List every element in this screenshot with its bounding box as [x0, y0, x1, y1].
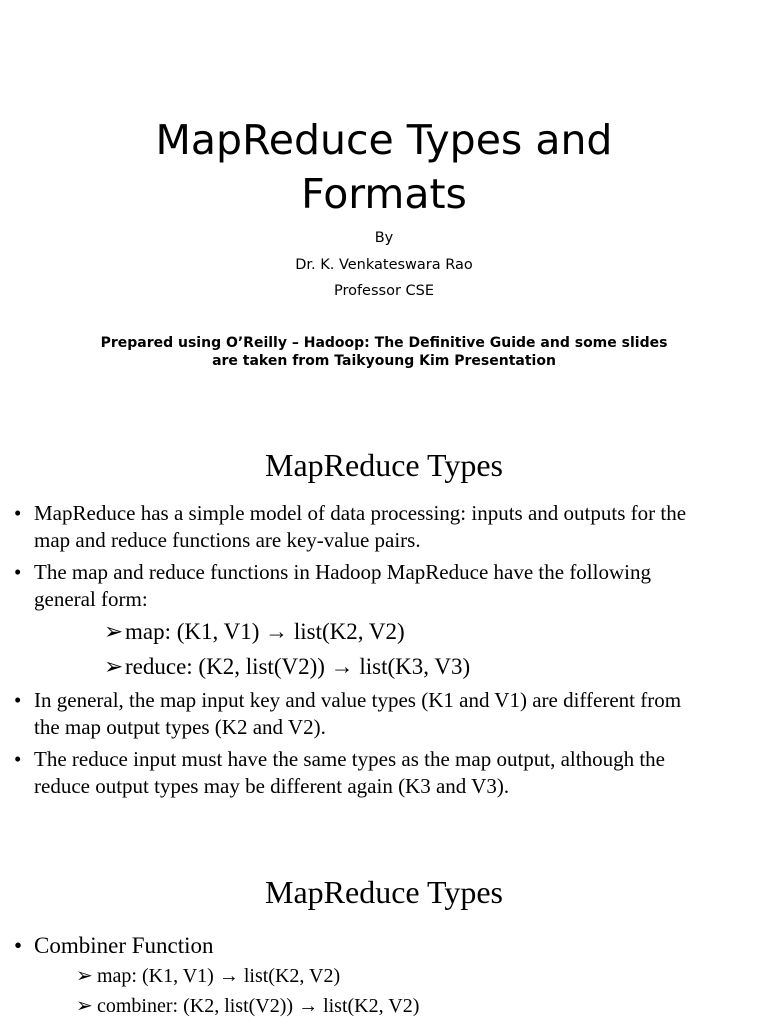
bullet-line: The map and reduce functions in Hadoop MapReduce have the following	[34, 560, 651, 584]
bullet-item	[14, 932, 744, 960]
bullet-dot: •	[14, 560, 22, 584]
slide-heading: MapReduce Types	[265, 874, 503, 910]
source-note	[0, 334, 768, 370]
slide-heading: MapReduce Types	[265, 447, 503, 483]
arrow-bullet-icon: ➢	[104, 654, 124, 679]
bullet-line: map and reduce functions are key-value pairs.	[34, 528, 421, 552]
by-label: By	[374, 230, 394, 246]
arrow-bullet-icon: ➢	[76, 995, 93, 1017]
bullet-dot: •	[14, 688, 22, 712]
bullet-item	[14, 746, 744, 800]
title-line: MapReduce Types and	[155, 116, 613, 164]
sub-bullet-item	[76, 963, 340, 989]
sub-bullet-text: map: (K1, V1) → list(K2, V2)	[97, 965, 341, 987]
arrow-bullet-icon: ➢	[76, 965, 93, 987]
bullet-item	[14, 559, 744, 613]
bullet-line: In general, the map input key and value types (K1 and V1) are different from	[34, 688, 682, 712]
bullet-text	[34, 746, 744, 800]
sub-bullet-item	[104, 653, 470, 681]
bullet-line: reduce output types may be different again (K3 and V3).	[34, 774, 510, 798]
bullet-line: The reduce input must have the same types as the map output, although the	[34, 747, 666, 771]
bullet-line: MapReduce has a simple model of data processing: inputs and outputs for the	[34, 501, 687, 525]
content-slide-combiner	[0, 820, 768, 1024]
bullet-item	[14, 687, 744, 741]
sub-bullet-text: reduce: (K2, list(V2)) → list(K3, V3)	[125, 654, 471, 679]
sub-bullet-text: map: (K1, V1) → list(K2, V2)	[125, 619, 405, 644]
sub-bullet-text: combiner: (K2, list(V2)) → list(K2, V2)	[97, 995, 420, 1017]
sub-bullet-item	[104, 618, 405, 646]
sub-bullet-item	[76, 993, 419, 1019]
bullet-line: the map output types (K2 and V2).	[34, 715, 326, 739]
bullet-dot: •	[14, 501, 22, 525]
arrow-bullet-icon: ➢	[104, 619, 124, 644]
bullet-text	[34, 687, 744, 741]
bullet-text	[34, 500, 744, 554]
bullet-text: Combiner Function	[34, 933, 214, 958]
content-slide-types	[0, 420, 768, 820]
author-name: Dr. K. Venkateswara Rao	[295, 257, 473, 273]
bullet-text	[34, 559, 744, 613]
bullet-dot: •	[14, 747, 22, 771]
author-role: Professor CSE	[333, 283, 435, 299]
source-note-line: Prepared using O’Reilly – Hadoop: The Definitive Guide and some slides	[100, 335, 668, 351]
presentation-title	[0, 113, 768, 221]
source-note-line: are taken from Taikyoung Kim Presentation	[212, 353, 556, 369]
title-line: Formats	[301, 170, 467, 218]
bullet-item	[14, 500, 744, 554]
title-slide	[0, 0, 768, 420]
bullet-dot: •	[14, 933, 23, 958]
bullet-line: general form:	[34, 587, 148, 611]
